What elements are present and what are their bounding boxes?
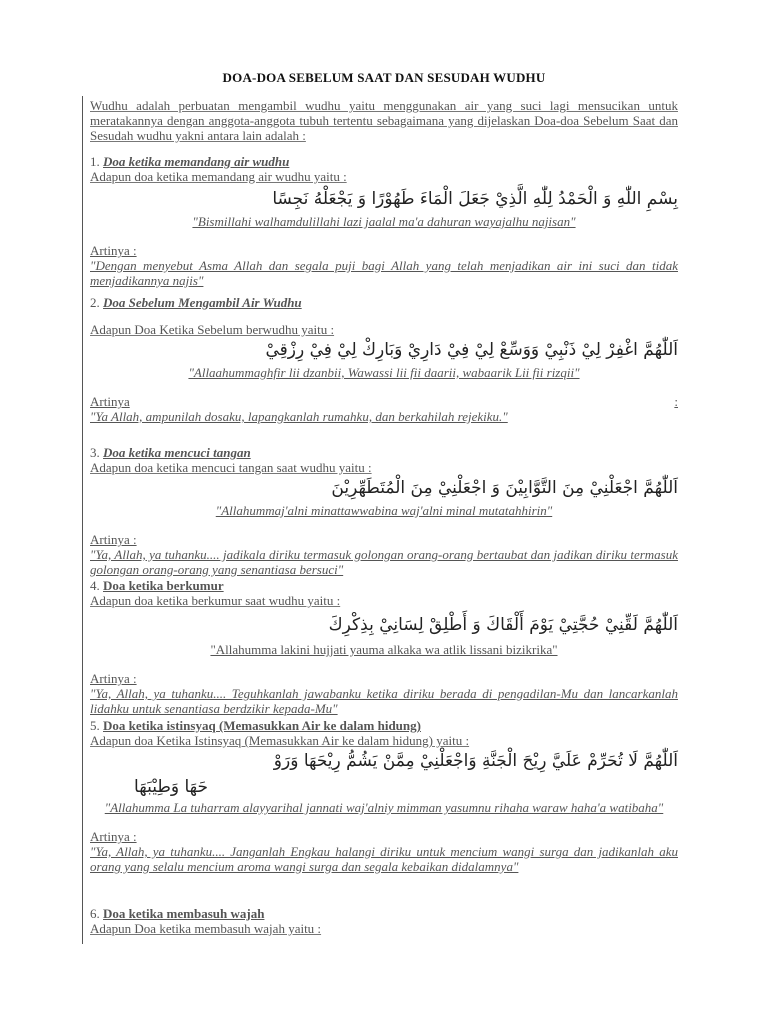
section-subtitle: Adapun doa Ketika Istinsyaq (Memasukkan Air ke dalam hidung) yaitu : (90, 733, 470, 748)
section-3 (90, 445, 678, 577)
translation-text: "Ya Allah, ampunilah dosaku, lapangkanlah rumahku, dan berkahilah rejekiku." (90, 409, 508, 424)
section-subtitle: Adapun doa ketika memandang air wudhu yaitu : (90, 169, 347, 184)
section-2 (90, 295, 678, 424)
section-title: Doa ketika memandang air wudhu (103, 154, 290, 169)
translation-text: "Ya, Allah, ya tuhanku.... jadikala diriku termasuk golongan orang-orang bertaubat dan jadikan diriku termasuk golongan orang-orang yang senantiasa bersuci" (90, 547, 678, 577)
latin-transliteration: "Allaahummaghfir lii dzanbii, Wawassi lii fii daarii, wabaarik Lii fii rizqii" (188, 365, 580, 380)
arabic-prayer: اَللّٰهُمَّ لَا تُحَرِّمْ عَلَيَّ رِيْحَ الْجَنَّةِ وَاجْعَلْنِيْ مِمَّنْ يَشُمُّ رِيْحَهَا وَرَوْ (273, 751, 678, 771)
artinya-colon: : (674, 394, 678, 409)
translation-text: "Dengan menyebut Asma Allah dan segala puji bagi Allah yang telah menjadikan air ini suci dan tidak menjadikannya najis" (90, 258, 678, 288)
arabic-prayer: بِسْمِ اللّٰهِ وَ الْحَمْدُ لِلّٰهِ الَّذِيْ جَعَلَ الْمَاءَ طَهُوْرًا وَ يَجْعَلْهُ نَجِسًا (272, 189, 678, 209)
section-subtitle: Adapun Doa ketika membasuh wajah yaitu : (90, 921, 322, 936)
section-title: Doa ketika membasuh wajah (103, 906, 265, 921)
arabic-prayer-continued: حَهَا وَطِيْبَهَا (134, 777, 208, 797)
artinya-label: Artinya : (90, 532, 137, 547)
arabic-prayer: اَللّٰهُمَّ اغْفِرْ لِيْ ذَنْبِيْ وَوَسِّعْ لِيْ فِيْ دَارِيْ وَبَارِكْ لِيْ فِيْ رِزْقِيْ (265, 340, 678, 360)
arabic-prayer: اَللّٰهُمَّ لَقِّنِيْ حُجَّتِيْ يَوْمَ أَلْقَاكَ وَ أَطْلِقْ لِسَانِيْ بِذِكْرِكَ (328, 615, 678, 635)
latin-transliteration: "Allahummaj'alni minattawwabina waj'alni minal mutatahhirin" (215, 503, 553, 518)
artinya-label: Artinya (90, 394, 130, 409)
artinya-label: Artinya : (90, 671, 137, 686)
section-number: 1. (90, 154, 100, 169)
section-title: Doa Sebelum Mengambil Air Wudhu (103, 295, 302, 310)
page-title: DOA-DOA SEBELUM SAAT DAN SESUDAH WUDHU (222, 70, 546, 85)
section-number: 2. (90, 295, 100, 310)
intro-paragraph: Wudhu adalah perbuatan mengambil wudhu yaitu menggunakan air yang suci lagi mensucikan untuk meratakannya dengan anggota-anggota tubuh tertentu sebagaimana yang dijelaskan Doa-doa Sebelum Saat dan Sesudah wudhu yakni antara lain adalah : (90, 98, 678, 143)
section-title: Doa ketika berkumur (103, 578, 224, 593)
section-number: 5. (90, 718, 100, 733)
section-title: Doa ketika istinsyaq (Memasukkan Air ke dalam hidung) (103, 718, 421, 733)
section-number: 4. (90, 578, 100, 593)
section-subtitle: Adapun doa ketika mencuci tangan saat wudhu yaitu : (90, 460, 372, 475)
section-number: 3. (90, 445, 100, 460)
section-number: 6. (90, 906, 100, 921)
left-margin-rule (82, 96, 83, 944)
artinya-row (90, 394, 678, 409)
latin-transliteration: "Allahumma La tuharram alayyarihal jannati waj'alniy mimman yasumnu rihaha waraw haha'a watibaha" (104, 800, 664, 815)
arabic-prayer: اَللّٰهُمَّ اجْعَلْنِيْ مِنَ التَّوَّابِيْنَ وَ اجْعَلْنِيْ مِنَ الْمُتَطَهِّرِيْنَ (331, 478, 678, 498)
artinya-label: Artinya : (90, 243, 137, 258)
section-subtitle: Adapun doa ketika berkumur saat wudhu yaitu : (90, 593, 341, 608)
translation-text: "Ya, Allah, ya tuhanku.... Janganlah Engkau halangi diriku untuk mencium wangi surga dan jadikanlah aku orang yang selalu mencium aroma wangi surga dan segala kebaikan didalamnya" (90, 844, 678, 874)
section-6 (90, 906, 678, 936)
section-5 (90, 718, 678, 874)
latin-transliteration: "Allahumma lakini hujjati yauma alkaka wa atlik lissani bizikrika" (210, 642, 558, 657)
section-1 (90, 154, 678, 288)
section-title: Doa ketika mencuci tangan (103, 445, 251, 460)
translation-text: "Ya, Allah, ya tuhanku.... Teguhkanlah jawabanku ketika diriku berada di pengadilan-Mu dan lancarkanlah lidahku untuk senantiasa berdzikir kepada-Mu" (90, 686, 678, 716)
section-subtitle: Adapun Doa Ketika Sebelum berwudhu yaitu : (90, 322, 335, 337)
artinya-label: Artinya : (90, 829, 137, 844)
latin-transliteration: "Bismillahi walhamdulillahi lazi jaalal ma'a dahuran wayajalhu najisan" (192, 214, 576, 229)
section-4 (90, 578, 678, 716)
